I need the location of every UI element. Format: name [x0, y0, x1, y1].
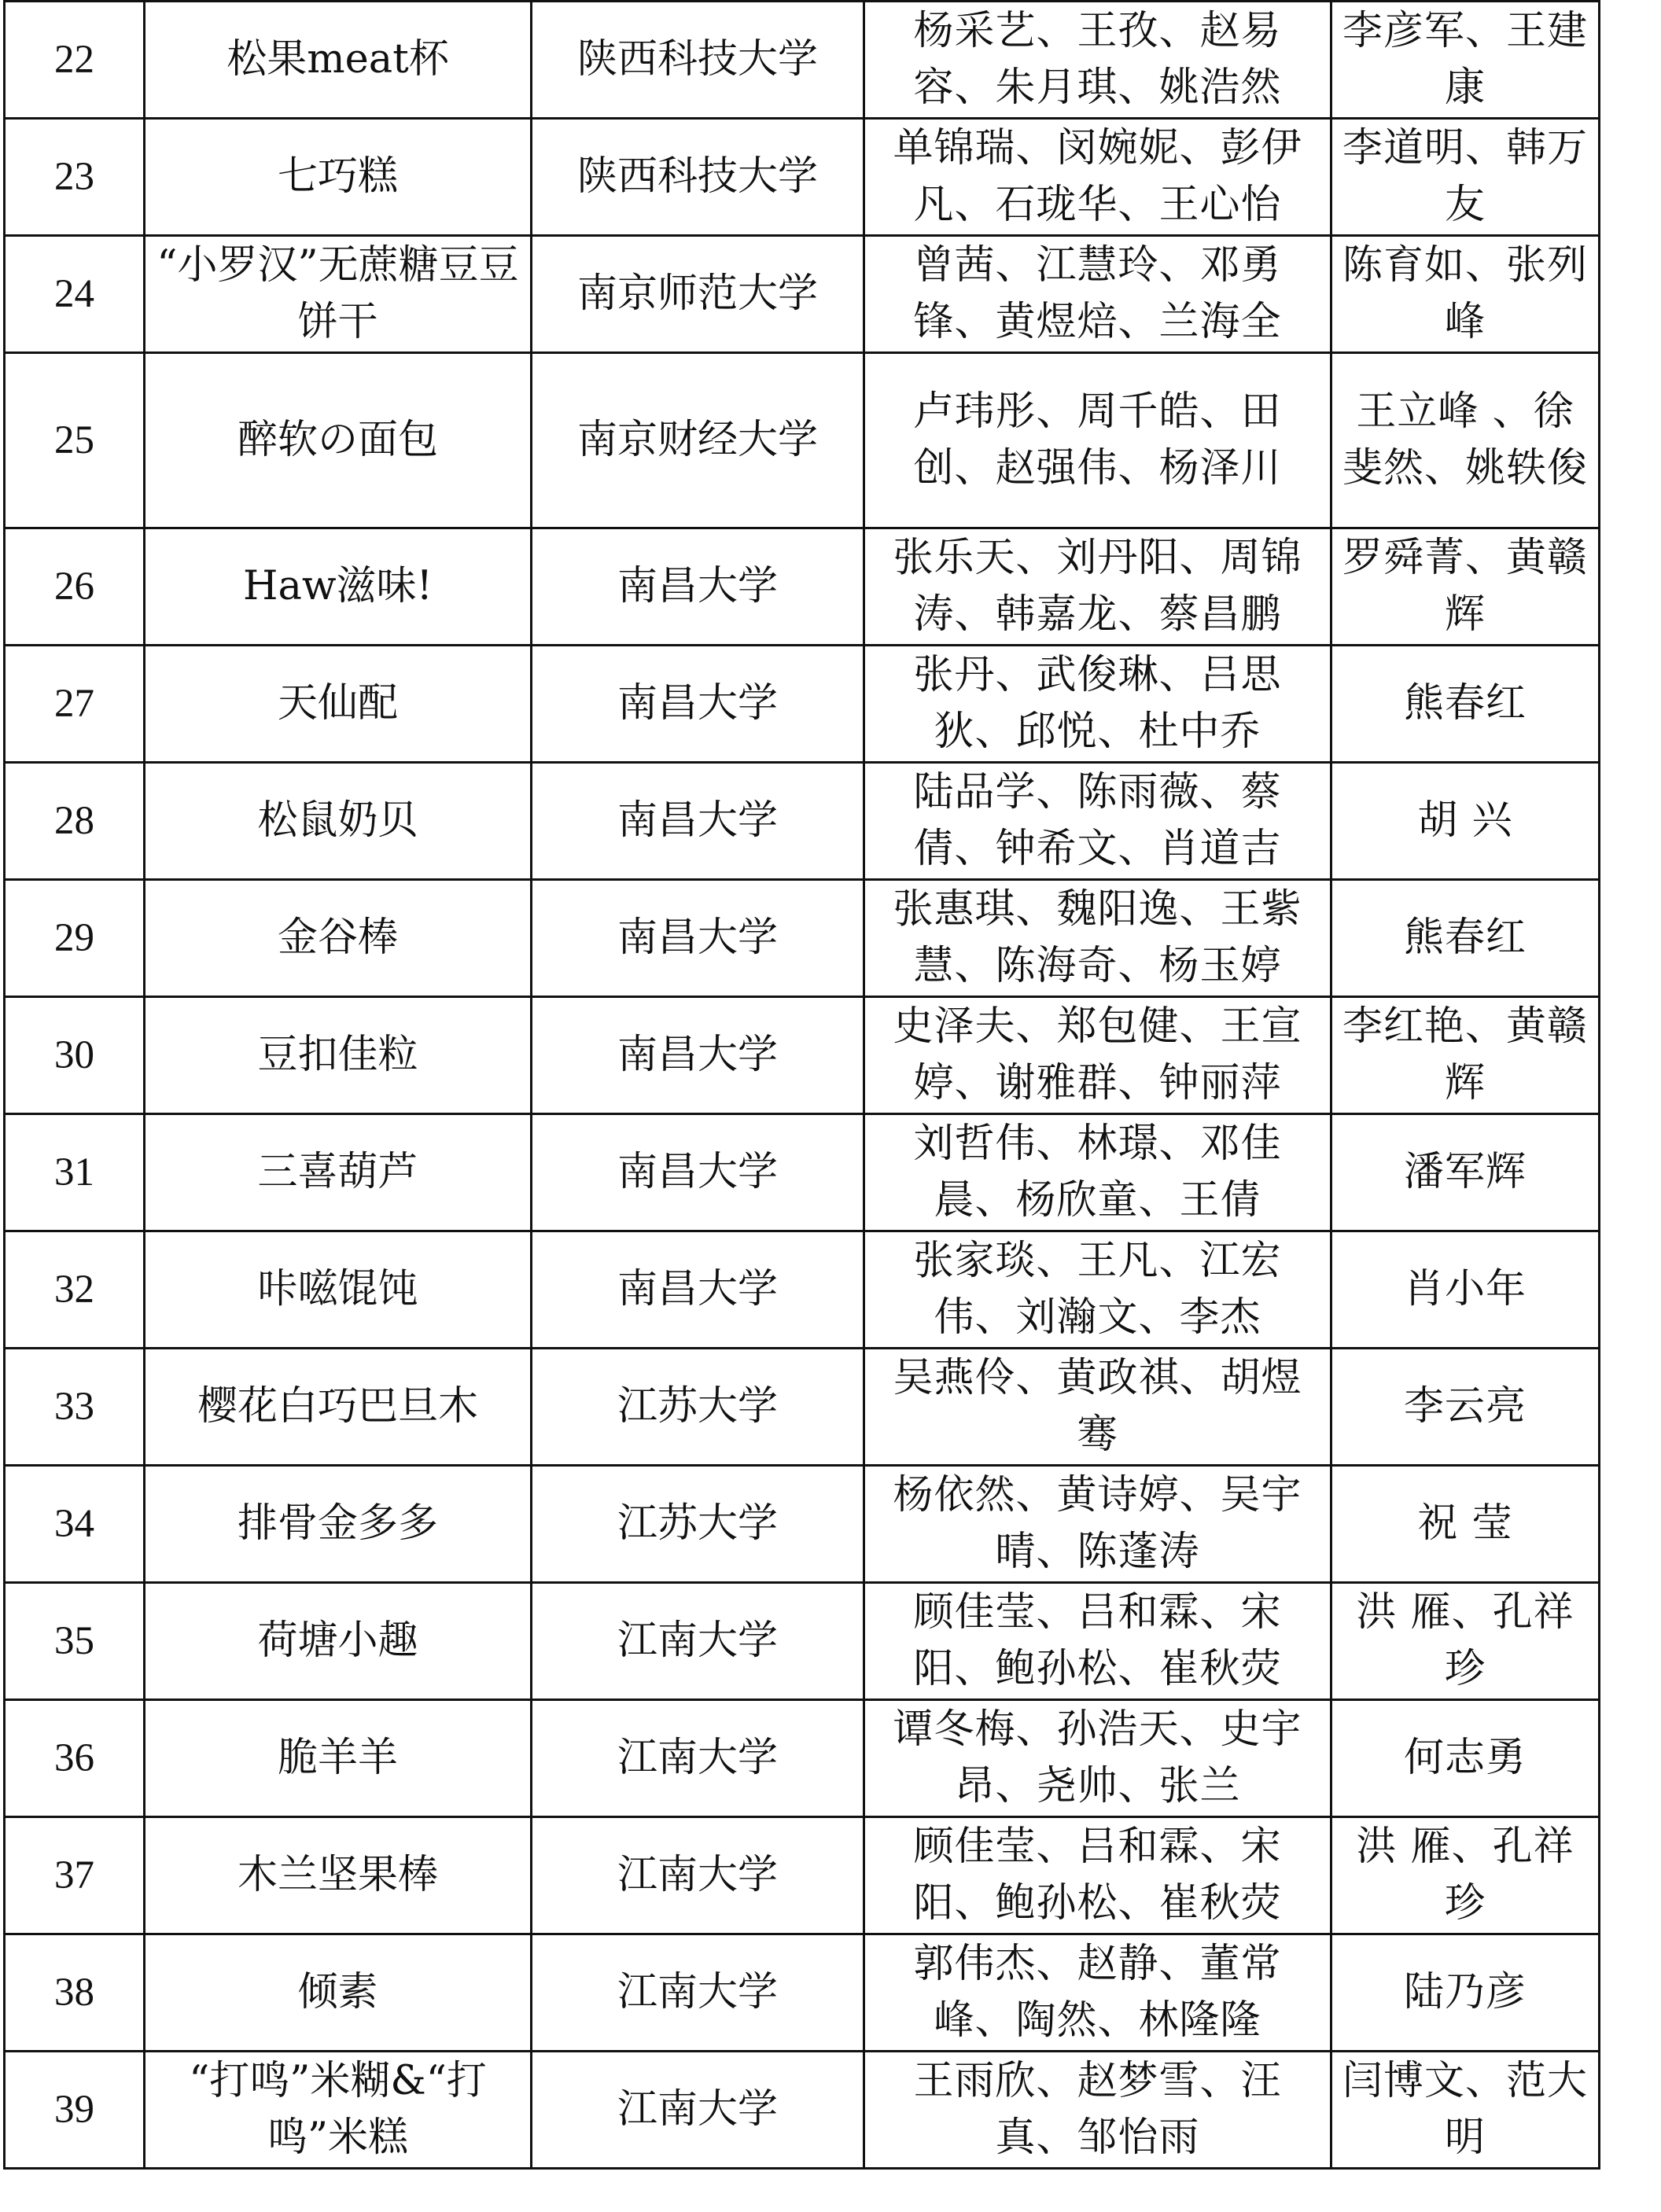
row-number: 24	[5, 236, 145, 353]
table-row	[5, 1700, 1600, 1817]
table-row	[5, 763, 1600, 880]
product-name: “打鸣”米糊&“打鸣”米糕	[145, 2052, 532, 2169]
table-row	[5, 1114, 1600, 1231]
product-name: 脆羊羊	[145, 1700, 532, 1817]
product-name: 荷塘小趣	[145, 1583, 532, 1700]
row-number: 36	[5, 1700, 145, 1817]
table-row	[5, 1934, 1600, 2052]
advisors: 肖小年	[1331, 1231, 1600, 1349]
school-name: 江苏大学	[532, 1466, 864, 1583]
row-number: 26	[5, 528, 145, 646]
table-row	[5, 528, 1600, 646]
advisors: 陈育如、张列峰	[1331, 236, 1600, 353]
school-name: 南昌大学	[532, 997, 864, 1114]
product-name: 七巧糕	[145, 119, 532, 236]
product-name: 排骨金多多	[145, 1466, 532, 1583]
row-number: 22	[5, 2, 145, 119]
row-number: 31	[5, 1114, 145, 1231]
row-number: 29	[5, 880, 145, 997]
school-name: 南昌大学	[532, 1231, 864, 1349]
advisors: 何志勇	[1331, 1700, 1600, 1817]
team-members: 杨依然、黄诗婷、吴宇晴、陈蓬涛	[864, 1466, 1331, 1583]
school-name: 南昌大学	[532, 528, 864, 646]
advisors: 胡 兴	[1331, 763, 1600, 880]
team-members: 史泽夫、郑包健、王宣婷、谢雅群、钟丽萍	[864, 997, 1331, 1114]
school-name: 江南大学	[532, 1934, 864, 2052]
row-number: 28	[5, 763, 145, 880]
row-number: 37	[5, 1817, 145, 1934]
school-name: 江南大学	[532, 2052, 864, 2169]
team-members: 吴燕伶、黄政祺、胡煜骞	[864, 1349, 1331, 1466]
team-members: 张乐天、刘丹阳、周锦涛、韩嘉龙、蔡昌鹏	[864, 528, 1331, 646]
school-name: 江苏大学	[532, 1349, 864, 1466]
row-number: 25	[5, 353, 145, 528]
school-name: 陕西科技大学	[532, 119, 864, 236]
team-members: 卢玮彤、周千皓、田创、赵强伟、杨泽川	[864, 353, 1331, 528]
team-members: 顾佳莹、吕和霖、宋阳、鲍孙松、崔秋荧	[864, 1583, 1331, 1700]
team-members: 张丹、武俊琳、吕思狄、邱悦、杜中乔	[864, 646, 1331, 763]
team-members: 谭冬梅、孙浩天、史宇昂、尧帅、张兰	[864, 1700, 1331, 1817]
product-name: 樱花白巧巴旦木	[145, 1349, 532, 1466]
product-name: “小罗汉”无蔗糖豆豆饼干	[145, 236, 532, 353]
table-row	[5, 880, 1600, 997]
advisors: 王立峰 、徐斐然、姚轶俊	[1331, 353, 1600, 528]
advisors: 李彦军、王建康	[1331, 2, 1600, 119]
school-name: 南昌大学	[532, 1114, 864, 1231]
school-name: 南昌大学	[532, 646, 864, 763]
advisors: 罗舜菁、黄赣辉	[1331, 528, 1600, 646]
advisors: 洪 雁、孔祥珍	[1331, 1817, 1600, 1934]
table-row	[5, 236, 1600, 353]
row-number: 33	[5, 1349, 145, 1466]
table-row	[5, 1583, 1600, 1700]
product-name: 咔嗞馄饨	[145, 1231, 532, 1349]
team-members: 单锦瑞、闵婉妮、彭伊凡、石珑华、王心怡	[864, 119, 1331, 236]
product-name: 倾素	[145, 1934, 532, 2052]
school-name: 南昌大学	[532, 880, 864, 997]
team-members: 顾佳莹、吕和霖、宋阳、鲍孙松、崔秋荧	[864, 1817, 1331, 1934]
row-number: 34	[5, 1466, 145, 1583]
product-name: 金谷棒	[145, 880, 532, 997]
table-row	[5, 1817, 1600, 1934]
school-name: 江南大学	[532, 1583, 864, 1700]
product-name: Haw滋味!	[145, 528, 532, 646]
advisors: 熊春红	[1331, 646, 1600, 763]
advisors: 陆乃彦	[1331, 1934, 1600, 2052]
product-name: 醉软の面包	[145, 353, 532, 528]
row-number: 35	[5, 1583, 145, 1700]
team-members: 陆品学、陈雨薇、蔡倩、钟希文、肖道吉	[864, 763, 1331, 880]
row-number: 30	[5, 997, 145, 1114]
advisors: 李道明、韩万友	[1331, 119, 1600, 236]
school-name: 南昌大学	[532, 763, 864, 880]
row-number: 38	[5, 1934, 145, 2052]
row-number: 32	[5, 1231, 145, 1349]
product-name: 木兰坚果棒	[145, 1817, 532, 1934]
product-name: 松果meat杯	[145, 2, 532, 119]
school-name: 陕西科技大学	[532, 2, 864, 119]
team-members: 刘哲伟、林璟、邓佳晨、杨欣童、王倩	[864, 1114, 1331, 1231]
table-row	[5, 119, 1600, 236]
awards-table	[3, 0, 1600, 2170]
team-members: 张惠琪、魏阳逸、王紫慧、陈海奇、杨玉婷	[864, 880, 1331, 997]
table-row	[5, 2052, 1600, 2169]
table-row	[5, 1349, 1600, 1466]
table-row	[5, 353, 1600, 528]
team-members: 曾茜、江慧玲、邓勇锋、黄煜焙、兰海全	[864, 236, 1331, 353]
table-row	[5, 2, 1600, 119]
school-name: 江南大学	[532, 1817, 864, 1934]
advisors: 李云亮	[1331, 1349, 1600, 1466]
awards-table-body	[5, 2, 1600, 2169]
team-members: 杨采艺、王孜、赵易容、朱月琪、姚浩然	[864, 2, 1331, 119]
school-name: 南京师范大学	[532, 236, 864, 353]
table-row	[5, 1466, 1600, 1583]
team-members: 郭伟杰、赵静、董常峰、陶然、林隆隆	[864, 1934, 1331, 2052]
advisors: 洪 雁、孔祥珍	[1331, 1583, 1600, 1700]
row-number: 23	[5, 119, 145, 236]
advisors: 熊春红	[1331, 880, 1600, 997]
school-name: 南京财经大学	[532, 353, 864, 528]
table-row	[5, 997, 1600, 1114]
advisors: 李红艳、黄赣辉	[1331, 997, 1600, 1114]
product-name: 豆扣佳粒	[145, 997, 532, 1114]
row-number: 39	[5, 2052, 145, 2169]
school-name: 江南大学	[532, 1700, 864, 1817]
table-row	[5, 1231, 1600, 1349]
product-name: 天仙配	[145, 646, 532, 763]
table-row	[5, 646, 1600, 763]
advisors: 潘军辉	[1331, 1114, 1600, 1231]
product-name: 三喜葫芦	[145, 1114, 532, 1231]
advisors: 祝 莹	[1331, 1466, 1600, 1583]
row-number: 27	[5, 646, 145, 763]
product-name: 松鼠奶贝	[145, 763, 532, 880]
team-members: 王雨欣、赵梦雪、汪真、邹怡雨	[864, 2052, 1331, 2169]
team-members: 张家琰、王凡、江宏伟、刘瀚文、李杰	[864, 1231, 1331, 1349]
advisors: 闫博文、范大明	[1331, 2052, 1600, 2169]
